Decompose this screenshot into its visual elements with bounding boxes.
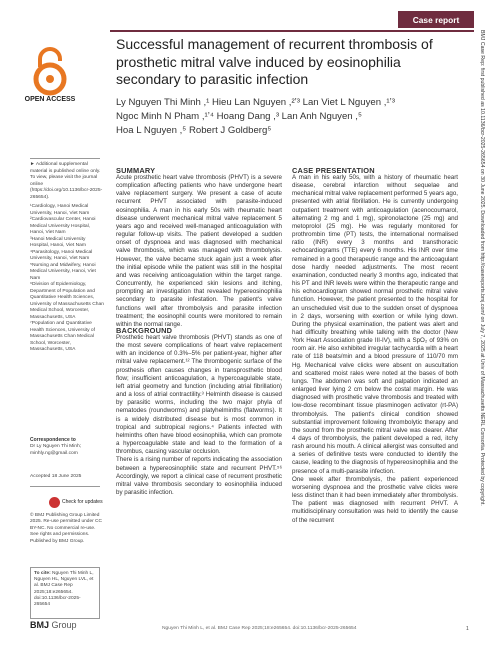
summary-heading: SUMMARY <box>116 166 156 175</box>
header-rule <box>110 30 474 32</box>
summary-text: Acute prosthetic heart valve thrombosis (PHVT) is a severe complication affecting patients who have undergone heart valve replacement surgery. We present a case of acute recurrent PHVT associated with parasite-induced eosinophilia. A man in his early 50s with rheumatic heart disease underwent mechanical mitral valve replacement 5 years ago and received well-managed anticoagulation with regular follow-up visits. The patient developed a sudden onset of dyspnoea and was diagnosed with mechanical valve thrombosis, which was managed with thrombolysis. However, the valve became stuck again just a week after the initial episode while the patient was still in the hospital and was receiving anticoagulation within the target range. Concurrently, he experienced skin lesions and itching, prompting an investigation that revealed hypereosinophilia secondary to parasite infestation. The patient's valve functions well after thrombolysis and parasite infection treatment; the eosinophil counts were monitored to remain within the normal range. <box>116 174 282 328</box>
check-for-updates-label: Check for updates <box>62 499 103 505</box>
supplemental-note <box>30 162 104 201</box>
divider <box>30 158 100 159</box>
accepted-date: Accepted 18 June 2025 <box>30 474 82 479</box>
publisher-logo <box>30 620 77 630</box>
affiliation: ⁷Population and Quantitative Health Sciences, University of Massachusetts Chan Medical School, Worcester, Massachusetts, USA <box>30 321 95 352</box>
author-list <box>116 96 426 138</box>
citation-label: To cite: <box>34 571 51 576</box>
open-access-lock-icon <box>31 45 69 103</box>
author-line-3 <box>116 124 426 138</box>
affiliation: ²Cardiovascular Center, Hanoi Medical University Hospital, Hanoi, Viet Nam <box>30 217 96 235</box>
article-type-badge: Case report <box>398 11 474 28</box>
publisher-suffix: Group <box>49 620 77 630</box>
open-access-label: OPEN ACCESS <box>24 96 76 103</box>
affiliation: ⁵Nursing and Midwifery, Hanoi Medical University, Hanoi, Viet Nam <box>30 262 96 281</box>
correspondence-contact[interactable]: Dr Ly Nguyen Thi Minh; minhly.ng@gmail.com <box>30 444 82 456</box>
affiliation-list <box>30 204 104 354</box>
affiliation: ³Hanoi Medical University Hospital, Hanoi, Viet Nam <box>30 236 86 248</box>
publisher-name: BMJ <box>30 620 50 630</box>
footer-citation: Nguyen Thi Minh L, et al. BMJ Case Rep 2025;18:e265654. doi:10.1136/bcr-2025-265654 <box>162 626 357 631</box>
divider <box>30 486 100 487</box>
case-presentation-text: A man in his early 50s, with a history of rheumatic heart disease, cerebral infarction without sequelae and mechanical mitral valve replacement performed 5 years ago, presented with atrial fibrillation. He is currently undergoing outpatient treatment with anticoagulation (acenocoumarol, alternating 2 mg and 1 mg), spironolactone (25 mg) and metoprolol (25 mg). He was regularly monitored for prothrombin time (PT) tests, the international normalised ratio (INR) every 3 months and transthoracic echocardiograms (TTE) every 6 months. His INR over time remained in a good therapeutic range and the anticoagulant dose hardly needed adjustments. The most recent examination, conducted nearly 3 months ago, indicated that his PT and INR levels were within the therapeutic range and his echocardiogram showed normal prosthetic mitral valve function. However, the patient presented to the hospital for an unscheduled visit due to the sudden onset of dyspnoea in 2 days, worsening with exertion or while lying down. During the physical examination, the patient was alert and had difficulty breathing while talking with the doctor (New York Heart Association grade III-IV), with a SpO₂ of 93% on room air. He also exhibited irregular tachycardia with a heart rate of 118 beats/min and a blood pressure of 110/70 mm Hg. Mechanical valve clicks were absent on auscultation and scattered moist rales were noted at the bases of both lungs. The abdomen was soft and palpation indicated an enlarged liver lying 2 cm below the costal margin. He was diagnosed with prosthetic valve thrombosis and treated with low-dose recombinant tissue plasminogen activator (rt-PA) thrombolysis. The patient's clinical condition showed substantial improvement following thrombolytic therapy and the sound from the prosthetic mitral valve was clearer. After 4 days of thrombolysis, the patient developed a red, itchy rash around his mouth. A clinical allergist was consulted and a series of definitive tests were conducted to identify the cause, leading to the diagnosis of hypereosinophilia and the presence of a multi-parasite infection. One week after thrombolysis, the patient experienced worsening dyspnoea and the prosthetic valve clicks were less distinct than it had been immediately after thrombolysis. The patient was diagnosed with recurrent PHVT. A multidisciplinary consultation was held to identify the cause of the recurrent <box>292 174 458 524</box>
case-presentation-heading: CASE PRESENTATION <box>292 166 375 175</box>
check-for-updates-button[interactable] <box>49 493 104 511</box>
author-line-2 <box>116 110 426 124</box>
update-badge-icon <box>49 497 60 508</box>
download-watermark-text: BMJ Case Rep: first published as 10.1136/bcr-2025-265654 on 30 June 2025. Downloaded from http://casereports.bmj.com/ on July 7, 2025 at Univ of Massachusetts NERL Consortia. Protected by copyright. <box>479 30 485 506</box>
supplemental-note-text[interactable]: ► Additional supplemental material is published online only. To view, please visit the journal online (https://doi.org/10.1136/bcr-2025-265654). <box>30 162 103 200</box>
affiliation: ⁶Division of Epidemiology, Department of Population and Quantitative Health Sciences, University of Massachusetts Chan Medical School, Worcester, Massachusetts, USA <box>30 282 104 320</box>
author-line-text: Ngoc Minh N Pham ,¹ʼ⁴ Hoang Dang ,³ Lan Anh Nguyen ,⁵ <box>116 111 362 122</box>
affiliation: ¹Cardiology, Hanoi Medical University, Hanoi, Viet Nam <box>30 204 90 216</box>
page-number: 1 <box>466 626 469 632</box>
citation-text: Nguyen Thi Minh L, Nguyen HL, Nguyen LVL, et al. BMJ Case Rep 2025;18:e265654. doi:10.1136/bcr-2025-265654 <box>34 571 94 608</box>
author-line-1 <box>116 96 426 110</box>
background-heading: BACKGROUND <box>116 326 173 335</box>
background-text: Prosthetic heart valve thrombosis (PHVT) stands as one of the most severe complications of heart valve replacement with an incidence of 0.3%–5% per patient-year, higher after mitral valve replacement.¹² The thrombogenic surface of the prosthesis often causes changes in transprosthetic blood flow; insufficient anticoagulation, a hypercoagulable state, left atrial geometry and function (including atrial fibrillation) and a loss of atrial contractility.³ Helminth disease is caused by parasitic worms, including the two major phyla of nematodes (roundworms) and platyhelminths (flatworms). It is a widely distributed disease but is most common in tropical and subtropical regions.⁴ Patients infected with helminths often have blood eosinophilia, which can promote a hypercoagulable state and lead to the formation of a thrombus, causing vascular occlusion. There is a rising number of reports indicating the association between a hypereosinophilic state and recurrent PHVT.⁵⁶ Accordingly, we report a clinical case of recurrent prosthetic mitral valve thrombosis secondary to eosinophilia induced by parasitic infection. <box>116 334 282 496</box>
article-title: Successful management of recurrent thrombosis of prosthetic mitral valve induced by eosinophilia secondary to parasitic infection <box>116 36 433 87</box>
affiliation: ⁴Parasitology, Hanoi Medical University, Hanoi, Viet Nam <box>30 249 93 261</box>
author-line-text: Hoa L Nguyen ,⁵ Robert J Goldberg⁵ <box>116 125 272 136</box>
copyright-notice: © BMJ Publishing Group Limited 2025. Re-use permitted under CC BY-NC. No commercial re-use. See rights and permissions. Published by BMJ Group. <box>30 513 102 544</box>
correspondence-heading: Correspondence to <box>30 437 76 443</box>
author-line-text: Ly Nguyen Thi Minh ,¹ Hieu Lan Nguyen ,²ʼ³ Lan Viet L Nguyen ,¹ʼ³ <box>116 97 395 108</box>
download-watermark <box>467 30 485 620</box>
citation-box <box>30 567 100 619</box>
